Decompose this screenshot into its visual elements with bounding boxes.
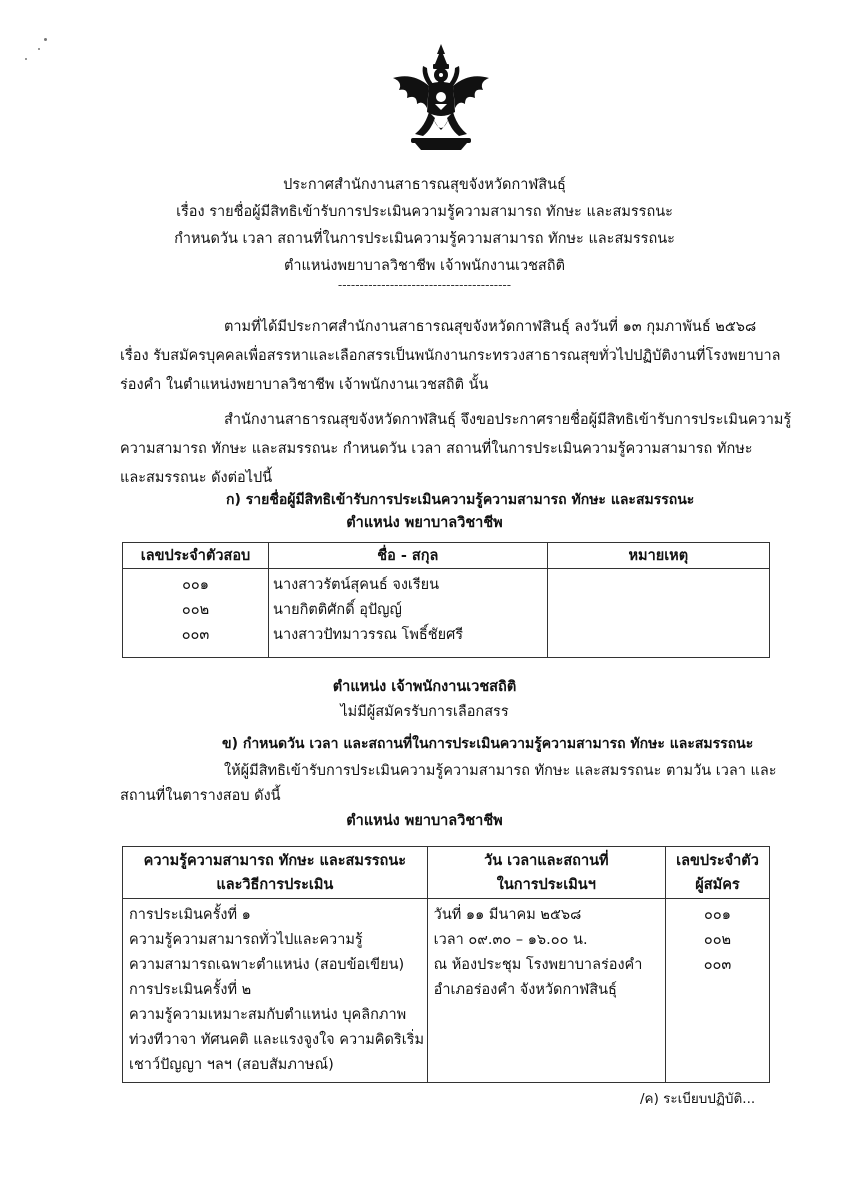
candidate-name: นางสาวปัทมาวรรณ โพธิ์ชัยศรี — [273, 627, 464, 643]
title-line: เรื่อง รายชื่อผู้มีสิทธิเข้ารับการประเมินความรู้ความสามารถ ทักษะ และสมรรถนะ — [176, 204, 673, 220]
continued-marker: /ค) ระเบียบปฏิบัติ... — [640, 1091, 756, 1107]
col-header-note: หมายเหตุ — [547, 543, 769, 569]
para1-line: ร่องคำ ในตำแหน่งพยาบาลวิชาชีพ เจ้าพนักงานเวชสถิติ นั้น — [120, 377, 489, 393]
candidates-table — [122, 542, 770, 658]
datetime-line: วันที่ ๑๑ มีนาคม ๒๕๖๘ — [433, 907, 582, 923]
no-applicants-text: ไม่มีผู้สมัครรับการเลือกสรร — [340, 704, 509, 720]
applicant-id: ๐๐๒ — [703, 932, 732, 948]
schedule-assessment-cell — [123, 899, 428, 1083]
garuda-emblem — [385, 42, 497, 154]
section-b-position: ตำแหน่ง พยาบาลวิชาชีพ — [346, 813, 503, 829]
para2-line: และสมรรถนะ ดังต่อไปนี้ — [120, 470, 273, 486]
title-divider: ---------------------------------------- — [337, 278, 512, 292]
col-header-name: ชื่อ - สกุล — [269, 543, 548, 569]
candidate-names-cell — [269, 569, 548, 658]
candidate-name: นายกิตติศักดิ์ อุปัญญ์ — [273, 602, 402, 618]
schedule-applicant-ids-cell — [666, 899, 770, 1083]
title-line: กำหนดวัน เวลา สถานที่ในการประเมินความรู้ความสามารถ ทักษะ และสมรรถนะ — [174, 231, 675, 247]
title-line: ประกาศสำนักงานสาธารณสุขจังหวัดกาฬสินธุ์ — [283, 177, 566, 193]
section-a-heading: ก) รายชื่อผู้มีสิทธิเข้ารับการประเมินความรู้ความสามารถ ทักษะ และสมรรถนะ — [226, 492, 695, 508]
para1-line: ตามที่ได้มีประกาศสำนักงานสาธารณสุขจังหวัดกาฬสินธุ์ ลงวันที่ ๑๓ กุมภาพันธ์ ๒๕๖๘ — [224, 319, 757, 335]
assessment-line: ท่วงทีวาจา ทัศนคติ และแรงจูงใจ ความคิดริเริ่ม — [129, 1032, 425, 1048]
assessment-line: เชาว์ปัญญา ฯลฯ (สอบสัมภาษณ์) — [129, 1057, 334, 1073]
candidate-id: ๐๐๒ — [181, 602, 210, 618]
candidate-ids-cell — [123, 569, 269, 658]
assessment-line: ความสามารถเฉพาะตำแหน่ง (สอบข้อเขียน) — [129, 957, 405, 973]
scan-speck — [44, 38, 47, 41]
applicant-id: ๐๐๓ — [703, 957, 732, 973]
schedule-header-datetime: วัน เวลาและสถานที่ ในการประเมินฯ — [427, 847, 665, 899]
title-line: ตำแหน่งพยาบาลวิชาชีพ เจ้าพนักงานเวชสถิติ — [284, 258, 565, 274]
datetime-line: ณ ห้องประชุม โรงพยาบาลร่องคำ — [433, 957, 643, 973]
announcement-title — [0, 172, 849, 280]
para1-line: เรื่อง รับสมัครบุคคลเพื่อสรรหาและเลือกสรรเป็นพนักงานกระทรวงสาธารณสุขทั่วไปปฏิบัติงานที่โรงพยาบาล — [120, 348, 781, 364]
candidate-id: ๐๐๑ — [182, 577, 209, 593]
section-b-text-line: ให้ผู้มีสิทธิเข้ารับการประเมินความรู้ความสามารถ ทักษะ และสมรรถนะ ตามวัน เวลา และ — [224, 763, 777, 779]
schedule-header-applicant-id: เลขประจำตัว ผู้สมัคร — [666, 847, 770, 899]
section-b-heading: ข) กำหนดวัน เวลา และสถานที่ในการประเมินความรู้ความสามารถ ทักษะ และสมรรถนะ — [222, 736, 754, 752]
section-b-text-line: สถานที่ในตารางสอบ ดังนี้ — [120, 788, 281, 804]
scan-speck — [25, 58, 27, 60]
assessment-line: การประเมินครั้งที่ ๒ — [129, 982, 252, 998]
schedule-datetime-cell — [427, 899, 665, 1083]
candidate-name: นางสาวรัตน์สุคนธ์ จงเรียน — [273, 577, 440, 593]
candidate-notes-cell — [547, 569, 769, 658]
assessment-line: ความรู้ความสามารถทั่วไปและความรู้ — [129, 932, 363, 948]
para2-line: ความสามารถ ทักษะ และสมรรถนะ กำหนดวัน เวลา สถานที่ในการประเมินความรู้ความสามารถ ทักษะ — [120, 441, 753, 457]
assessment-line: ความรู้ความเหมาะสมกับตำแหน่ง บุคลิกภาพ — [129, 1007, 407, 1023]
assessment-line: การประเมินครั้งที่ ๑ — [129, 907, 251, 923]
scan-speck — [38, 48, 40, 50]
datetime-line: อำเภอร่องคำ จังหวัดกาฬสินธุ์ — [433, 982, 617, 998]
candidate-id: ๐๐๓ — [181, 627, 210, 643]
applicant-id: ๐๐๑ — [704, 907, 731, 923]
datetime-line: เวลา ๐๙.๓๐ – ๑๖.๐๐ น. — [433, 932, 588, 948]
section-a-position2: ตำแหน่ง เจ้าพนักงานเวชสถิติ — [332, 679, 517, 695]
col-header-id: เลขประจำตัวสอบ — [123, 543, 269, 569]
schedule-table — [122, 846, 770, 1083]
schedule-header-assessment: ความรู้ความสามารถ ทักษะ และสมรรถนะ และวิธีการประเมิน — [123, 847, 428, 899]
para2-line: สำนักงานสาธารณสุขจังหวัดกาฬสินธุ์ จึงขอประกาศรายชื่อผู้มีสิทธิเข้ารับการประเมินความรู้ — [224, 412, 792, 428]
section-a-position: ตำแหน่ง พยาบาลวิชาชีพ — [346, 515, 503, 531]
